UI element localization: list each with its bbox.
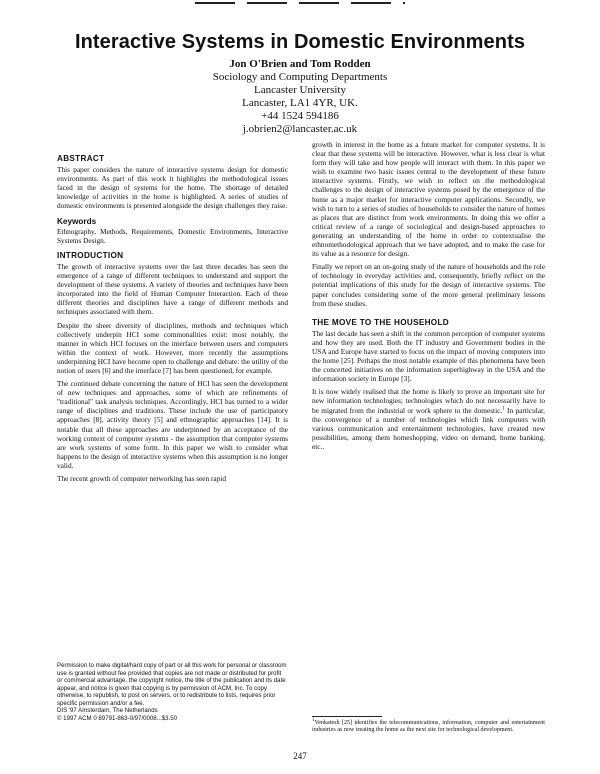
keywords-heading: Keywords [57,216,97,226]
right-paragraph-1: growth in interest in the home as a future market for computer systems. It is clear that these systems will be interactive. However, what is less clear is what form they will take and how people will interact with them. In this paper we wish to examine two basic issues central to the development of these future interactive systems. Firstly, we wish to reflect on the methodological challenges to the design of interactive systems posed by the emergence of the home as a major market for interactive computer applications. Secondly, we wish to turn to a series of studies of households to consider the nature of homes as places that are distinct from work environments. In doing this we offer a critical review of a range of sociological and design-based approaches to generating an understanding of the home in order to contextualise the ethnomethodological approach that we have adopted, and to make the case for its value as a resource for design. [312,140,545,259]
introduction-paragraph-3: The continued debate concerning the nature of HCI has seen the development of new techniques and approaches, some of which are refinements of "traditional" task analysis techniques. Accordingly, HCI has turned to a wider range of disciplines and traditions. These include the use of participatory approaches [8], activity theory [5] and ethnographic approaches [14]. It is notable that all these approaches are underpinned by an acceptance of the working context of computer systems - the assumption that computer systems are work systems of some form. In this paper we wish to consider what happens to the design of interactive systems when this assumption is no longer valid. [57,379,288,470]
author-block [0,58,600,136]
author-email[interactable]: j.obrien2@lancaster.ac.uk [242,123,358,135]
section-heading-household: THE MOVE TO THE HOUSEHOLD [312,317,449,327]
introduction-paragraph-1: The growth of interactive systems over the last three decades has seen the emergence of a range of different techniques to understand and support the development of these systems. A variety of theories and techniques have been incorporated into the field of Human Computer Interaction. Each of these different theories and disciplines have a range of different methods and techniques associated with them. [57,261,288,317]
right-column [312,140,545,455]
permission-notice [57,662,288,722]
footnote [312,717,545,734]
author-university: Lancaster University [254,84,346,96]
keywords-text: Ethnography, Methods, Requirements, Domestic Environments, Interactive Systems Design. [57,226,288,245]
permission-text: Permission to make digital/hard copy of part or all this work for personal or classroom use is granted without fee provided that copies are not made or distributed for profit or commercial advantage, the copyright notice, the title of the publication and its date appear, and notice is given that copying is by permission of ACM, Inc. To copy otherwise, to republish, to post on servers, or to redistribute to lists, requires prior specific permission and/or a fee. [57,662,287,707]
conference-line: DIS '97 Amsterdam, The Netherlands [57,707,158,714]
abstract-text: This paper considers the nature of interactive systems design for domestic environments. As part of this work it highlights the methodological issues faced in the design of systems for the home. The shortage of detailed knowledge of activities in the home is highlighted. A series of studies of domestic environments is presented alongside the design challenges they raise. [57,165,288,211]
right-paragraph-4b: In particular, the convergence of a number of technologies which link computers with various communication and entertainment technologies, have created new possibilities, among them homeshopping, video on demand, home banking, etc.. [312,405,545,451]
right-paragraph-4a: It is now widely realised that the home is likely to prove an important site for new information technologies; technologies which do not necessarily have to be migrated from the industrial or work sphere to the domestic. [312,387,545,415]
author-affiliation: Sociology and Computing Departments [212,71,388,83]
footnote-mark: 1 [312,717,315,723]
footnote-rule [312,716,382,717]
paper-title: Interactive Systems in Domestic Environments [74,31,526,53]
author-phone: +44 1524 594186 [261,110,339,122]
footnote-reference[interactable]: 1 [502,406,505,412]
right-paragraph-2: Finally we report on an on-going study of the nature of households and the role of technology in everyday activities and, consequently, briefly reflect on the potential implications of this study for the design of interactive systems. The paper concludes considering some of the more general preliminary lessons from these studies. [312,262,545,308]
author-address: Lancaster, LA1 4YR, UK. [242,97,358,109]
abstract-heading: ABSTRACT [57,154,105,163]
right-paragraph-3: The last decade has seen a shift in the common perception of computer systems and how they are used. Both the IT industry and Government bodies in the USA and Europe have started to focus on the impact of moving computers into the home [25]. Perhaps the most notable example of this phenomena have been the concerted initiatives on the information superhighway in the USA and the information society in Europe [3]. [312,328,545,384]
introduction-heading: INTRODUCTION [57,250,124,260]
introduction-paragraph-4: The recent growth of computer networking has seen rapid [57,474,226,483]
footnote-text: Venkatesh [25] identifies the telecommunications, information, computer and entertainment industries as now treating the home as the next site for technological development. [312,720,545,733]
page-number: 247 [293,751,307,761]
top-rule [195,2,405,4]
right-paragraph-4 [312,387,545,451]
author-names: Jon O'Brien and Tom Rodden [229,58,371,70]
copyright-line: © 1997 ACM 0 89791-863-0/97/0008...$3.50 [57,714,178,722]
introduction-paragraph-2: Despite the sheer diversity of disciplines, methods and techniques which collectively underpin HCI some commonalities exist: most notably, the manner in which HCI focuses on the interface between users and computers within the context of work. However, more recently the assumptions underpinning HCI have become open to challenge and debate: the utility of the notion of users [6] and the interface [7] has been questioned, for example. [57,320,288,375]
left-column [57,154,288,487]
